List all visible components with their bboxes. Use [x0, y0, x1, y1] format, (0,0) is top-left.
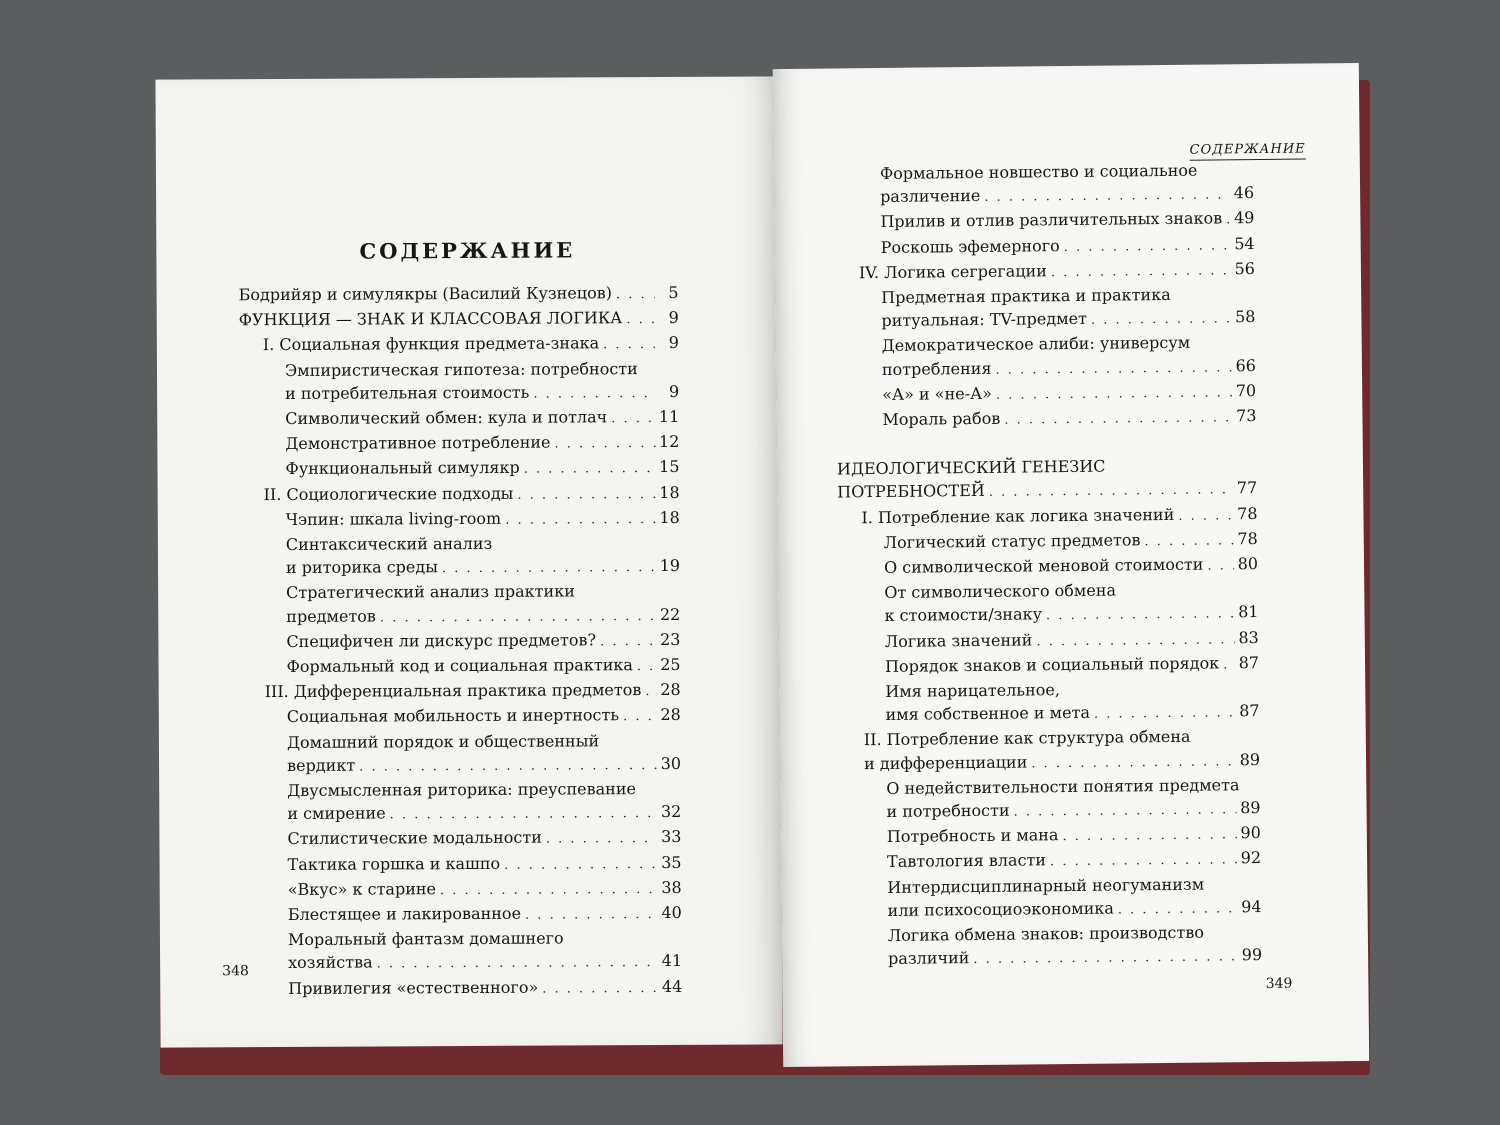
toc-entry-title: хозяйства	[288, 952, 373, 973]
toc-entry-title: III. Дифференциальная практика предметов	[264, 680, 642, 702]
toc-entry	[239, 430, 679, 458]
table-of-contents-left	[239, 281, 683, 1002]
dot-leader	[611, 407, 655, 430]
toc-entry	[240, 531, 680, 557]
toc-entry-page: 9	[668, 333, 679, 353]
dot-leader	[603, 333, 655, 356]
page-title: СОДЕРЖАНИЕ	[359, 237, 576, 264]
toc-entry-page: 12	[658, 432, 680, 452]
dot-leader	[973, 946, 1238, 972]
toc-entry-page: 40	[661, 902, 682, 923]
toc-entry-title: От символического обмена	[884, 580, 1117, 603]
toc-entry-page: 28	[660, 680, 681, 700]
toc-entry	[239, 380, 679, 408]
toc-entry	[241, 752, 681, 780]
page-number-right: 349	[1265, 975, 1293, 992]
toc-entry-title: Стратегический анализ практики	[286, 581, 575, 603]
toc-entry-page: 9	[668, 381, 680, 401]
toc-entry-page: 87	[1239, 701, 1260, 721]
toc-entry-page: 54	[1234, 233, 1255, 253]
toc-entry-title: I. Социальная функция предмета-знака	[262, 333, 600, 355]
toc-entry-title: Социальная мобильность и инертность	[286, 705, 620, 727]
toc-entry-title: Синтаксический анализ	[285, 533, 493, 554]
page-number-left: 348	[222, 963, 249, 980]
toc-entry	[836, 404, 1256, 434]
toc-entry-page: 89	[1239, 749, 1261, 769]
toc-entry	[239, 331, 679, 359]
dot-leader	[1051, 259, 1231, 284]
toc-entry-title: Интердисциплинарный неогуманизм	[887, 874, 1205, 897]
toc-entry-title: О недействительности понятия предмета	[886, 775, 1240, 798]
toc-entry-page: 11	[658, 406, 680, 427]
toc-entry-title: различий	[888, 948, 970, 969]
toc-entry-title: Прилив и отлив различительных знаков	[880, 208, 1223, 232]
toc-entry-title: «А» и «не-А»	[882, 383, 993, 404]
toc-entry	[240, 653, 680, 681]
toc-entry-page: 77	[1236, 478, 1258, 498]
toc-entry-page: 18	[659, 482, 680, 502]
toc-entry	[242, 926, 682, 952]
toc-entry-title: потребления	[881, 358, 992, 379]
toc-entry-page: 58	[1234, 307, 1256, 327]
toc-entry-page: 33	[661, 827, 682, 847]
toc-entry-title: II. Потребление как структура обмена	[863, 727, 1191, 750]
toc-entry	[842, 943, 1262, 973]
toc-entry-title: Специфичен ли дискурс предметов?	[286, 630, 597, 651]
toc-entry-title: Эмпиристическая гипотеза: потребности	[284, 358, 638, 380]
toc-entry-title: Домашний порядок и общественный	[286, 730, 600, 752]
toc-entry	[241, 800, 681, 828]
toc-entry-title: «Вкус» к старине	[287, 879, 437, 899]
toc-entry-title: имя собственное и мета	[885, 703, 1091, 725]
toc-entry-title: Имя нарицательное,	[885, 680, 1060, 702]
toc-entry-page: 49	[1233, 208, 1255, 228]
toc-entry-page: 70	[1235, 380, 1257, 401]
toc-entry-title: IV. Логика сегрегации	[858, 261, 1047, 283]
dot-leader	[524, 457, 656, 481]
toc-entry	[241, 703, 681, 731]
dot-leader	[1004, 406, 1232, 432]
toc-entry	[242, 949, 682, 977]
toc-entry-page: 66	[1235, 355, 1257, 375]
toc-entry-title: Стилистические модальности	[287, 828, 542, 849]
toc-entry-page: 38	[661, 877, 682, 897]
toc-entry-page: 30	[660, 753, 682, 773]
toc-entry-page: 28	[660, 705, 681, 725]
dot-leader	[645, 680, 656, 703]
toc-entry-title: Функциональный симулякр	[285, 458, 520, 479]
toc-entry-title: Символический обмен: кула и потлач	[285, 407, 608, 428]
toc-entry-title: Формальное новшество и социальное	[879, 160, 1198, 183]
toc-entry-page: 78	[1237, 503, 1258, 523]
dot-leader	[1036, 628, 1234, 653]
toc-entry-title: ритуальная: TV-предмет	[881, 309, 1088, 331]
dot-leader	[359, 754, 657, 779]
toc-entry-page: 25	[660, 654, 681, 675]
dot-leader	[1223, 653, 1235, 676]
toc-entry	[241, 825, 681, 853]
toc-entry-page: 73	[1235, 406, 1257, 426]
dot-leader	[1091, 308, 1231, 333]
toc-entry-title: различение	[880, 186, 981, 207]
toc-entry-title: Тавтология власти	[886, 850, 1047, 872]
toc-entry-page: 99	[1241, 945, 1263, 965]
dot-leader	[525, 903, 658, 927]
toc-entry-title: предметов	[286, 606, 376, 626]
toc-entry	[239, 405, 679, 433]
toc-entry	[240, 506, 680, 534]
toc-entry-page: 35	[661, 852, 682, 872]
left-page	[155, 76, 782, 1047]
toc-entry-page: 41	[661, 951, 683, 971]
dot-leader	[546, 827, 657, 851]
dot-leader	[626, 308, 655, 331]
table-of-contents-right	[834, 158, 1262, 973]
dot-leader	[442, 556, 656, 580]
toc-entry-title: и смирение	[287, 803, 386, 824]
toc-entry-page: 22	[659, 604, 681, 624]
toc-entry	[242, 975, 682, 1003]
toc-entry-page: 23	[659, 629, 681, 649]
toc-entry-title: и риторика среды	[285, 557, 439, 578]
toc-entry	[240, 481, 680, 509]
toc-entry-title: Моральный фантазм домашнего	[287, 928, 564, 950]
toc-entry-title: Тактика горшка и кашпо	[287, 853, 501, 874]
toc-entry	[241, 729, 681, 755]
dot-leader	[505, 508, 655, 532]
toc-entry	[242, 851, 682, 879]
dot-leader	[1094, 702, 1236, 727]
toc-entry-page: 46	[1233, 183, 1255, 203]
dot-leader	[390, 802, 657, 827]
right-page	[773, 63, 1369, 1067]
toc-entry-title: Логика обмена знаков: производство	[887, 922, 1204, 946]
dot-leader	[1178, 504, 1233, 528]
toc-entry-page: 89	[1240, 798, 1261, 818]
toc-entry-page: 44	[661, 976, 683, 996]
dot-leader	[554, 432, 655, 456]
toc-entry-title: Логика значений	[884, 630, 1033, 651]
dot-leader	[616, 283, 655, 306]
toc-entry-title: и дифференциации	[863, 752, 1028, 773]
toc-entry-page: 56	[1234, 258, 1256, 279]
toc-entry-page: 83	[1238, 627, 1259, 647]
toc-entry-page: 87	[1238, 652, 1260, 673]
toc-entry-title: Двусмысленная риторика: преуспевание	[287, 779, 636, 801]
toc-entry-page: 92	[1240, 848, 1262, 868]
toc-entry-title: Привилегия «естественного»	[288, 977, 539, 998]
dot-leader	[600, 630, 656, 653]
toc-entry-page: 90	[1240, 823, 1261, 843]
toc-entry-title: Порядок знаков и социальный порядок	[884, 653, 1220, 676]
toc-entry	[240, 554, 680, 582]
toc-entry-title: или психосоциоэкономика	[887, 898, 1114, 920]
toc-entry-title: О символической меновой стоимости	[883, 554, 1204, 578]
toc-entry-title: Логический статус предметов	[883, 530, 1141, 552]
toc-entry	[240, 628, 680, 656]
toc-entry-title: вердикт	[287, 755, 356, 775]
dot-leader	[989, 479, 1233, 505]
toc-entry-title: Роскошь эфемерного	[880, 235, 1060, 257]
dot-leader	[440, 878, 657, 902]
dot-leader	[623, 705, 657, 728]
toc-entry-title: и потребности	[886, 800, 1010, 822]
toc-entry-title: ПОТРЕБНОСТЕЙ	[837, 481, 985, 502]
dot-leader	[542, 977, 658, 1001]
toc-entry	[242, 901, 682, 929]
toc-entry-title: Демонстративное потребление	[285, 432, 551, 454]
toc-entry	[239, 357, 679, 383]
toc-entry-page: 9	[668, 308, 679, 328]
toc-entry-title: Формальный код и социальная практика	[286, 655, 633, 677]
dot-leader	[1118, 897, 1238, 921]
toc-entry-title: Предметная практика и практика	[881, 284, 1171, 307]
toc-entry-page: 78	[1237, 528, 1258, 549]
dot-leader	[504, 853, 657, 877]
toc-entry	[239, 306, 679, 334]
dot-leader	[1031, 750, 1236, 775]
toc-entry	[240, 603, 680, 631]
dot-leader	[995, 356, 1231, 382]
dot-leader	[1064, 234, 1231, 259]
toc-entry	[239, 281, 679, 309]
dot-leader	[984, 184, 1230, 210]
running-head: СОДЕРЖАНИЕ	[1190, 142, 1306, 161]
toc-entry-title: ИДЕОЛОГИЧЕСКИЙ ГЕНЕЗИС	[836, 456, 1106, 479]
dot-leader	[517, 483, 655, 507]
dot-leader	[1207, 554, 1233, 577]
toc-entry-title: Демократическое алиби: универсум	[881, 333, 1191, 356]
toc-entry-title: II. Социологические подходы	[263, 483, 514, 504]
dot-leader	[1046, 603, 1234, 628]
toc-entry-page: 18	[659, 507, 680, 527]
toc-entry	[239, 455, 679, 483]
toc-entry-page: 19	[659, 556, 681, 576]
toc-entry-title: Бодрийяр и симулякры (Василий Кузнецов)	[238, 283, 613, 305]
dot-leader	[1050, 849, 1237, 874]
toc-entry-title: Потребность и мана	[886, 825, 1059, 847]
toc-entry-page: 32	[660, 802, 682, 822]
toc-entry	[242, 876, 682, 904]
toc-entry-page: 80	[1237, 554, 1259, 574]
dot-leader	[533, 382, 655, 406]
dot-leader	[1144, 529, 1233, 553]
dot-leader	[1062, 824, 1236, 849]
toc-entry-title: Мораль рабов	[882, 408, 1001, 429]
dot-leader	[996, 381, 1232, 407]
dot-leader	[377, 952, 658, 977]
toc-entry-page: 15	[659, 457, 680, 477]
dot-leader	[637, 655, 656, 678]
toc-entry	[241, 678, 681, 706]
toc-entry-page: 94	[1241, 896, 1262, 917]
toc-entry	[240, 579, 680, 605]
toc-entry-title: I. Потребление как логика значений	[861, 504, 1175, 527]
toc-entry-title: Чэпин: шкала living-room	[285, 508, 502, 529]
toc-entry-title: и потребительная стоимость	[285, 382, 530, 403]
toc-entry-page: 5	[668, 282, 679, 302]
toc-entry	[241, 777, 681, 803]
dot-leader	[380, 605, 656, 630]
dot-leader	[1226, 209, 1230, 232]
toc-entry-title: ФУНКЦИЯ — ЗНАК И КЛАССОВАЯ ЛОГИКА	[238, 308, 623, 330]
dot-leader	[1013, 798, 1236, 824]
toc-entry-page: 81	[1238, 602, 1259, 622]
toc-entry-title: к стоимости/знаку	[884, 604, 1043, 626]
toc-entry-title: Блестящее и лакированное	[287, 903, 522, 925]
